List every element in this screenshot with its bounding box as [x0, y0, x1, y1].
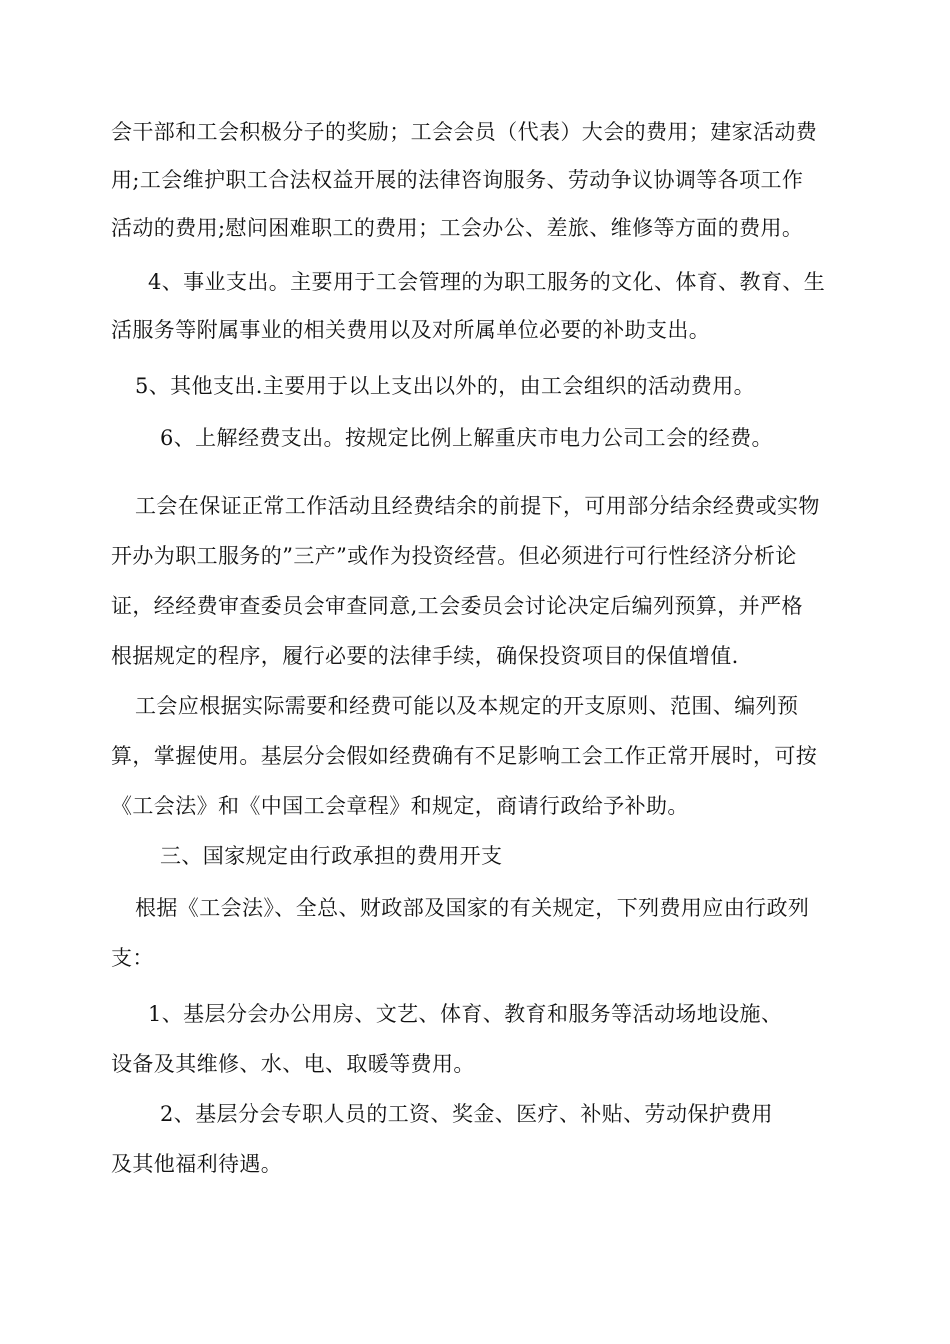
text-line-item-5: 5、其他支出.主要用于以上支出以外的，由工会组织的活动费用。	[135, 374, 756, 398]
text-line: 活动的费用;慰问困难职工的费用；工会办公、差旅、维修等方面的费用。	[111, 216, 804, 240]
text-line: 会干部和工会积极分子的奖励；工会会员（代表）大会的费用；建家活动费	[111, 120, 818, 144]
text-line: 设备及其维修、水、电、取暖等费用。	[111, 1052, 475, 1076]
text-line: 工会应根据实际需要和经费可能以及本规定的开支原则、范围、编列预	[135, 694, 799, 718]
text-line: 根据规定的程序，履行必要的法律手续，确保投资项目的保值增值.	[111, 644, 739, 668]
text-line: 证，经经费审查委员会审查同意,工会委员会讨论决定后编列预算，并严格	[111, 594, 803, 618]
text-line-item-1: 1、基层分会办公用房、文艺、体育、教育和服务等活动场地设施、	[148, 1002, 783, 1026]
text-line: 用;工会维护职工合法权益开展的法律咨询服务、劳动争议协调等各项工作	[111, 168, 804, 192]
text-line: 开办为职工服务的”三产”或作为投资经营。但必须进行可行性经济分析论	[111, 544, 797, 568]
text-line: 工会在保证正常工作活动且经费结余的前提下，可用部分结余经费或实物	[135, 494, 820, 518]
text-line: 算，掌握使用。基层分会假如经费确有不足影响工会工作正常开展时，可按	[111, 744, 818, 768]
text-line-item-2: 2、基层分会专职人员的工资、奖金、医疗、补贴、劳动保护费用	[160, 1102, 773, 1126]
text-line: 《工会法》和《中国工会章程》和规定，商请行政给予补助。	[111, 794, 689, 818]
text-line: 支：	[111, 946, 154, 970]
text-line: 根据《工会法》、全总、财政部及国家的有关规定，下列费用应由行政列	[135, 896, 810, 920]
text-line-item-4: 4、事业支出。主要用于工会管理的为职工服务的文化、体育、教育、生	[148, 270, 826, 294]
section-heading: 三、国家规定由行政承担的费用开支	[160, 844, 503, 868]
text-line: 及其他福利待遇。	[111, 1152, 283, 1176]
text-line-item-6: 6、上解经费支出。按规定比例上解重庆市电力公司工会的经费。	[160, 426, 773, 450]
text-line: 活服务等附属事业的相关费用以及对所属单位必要的补助支出。	[111, 318, 711, 342]
